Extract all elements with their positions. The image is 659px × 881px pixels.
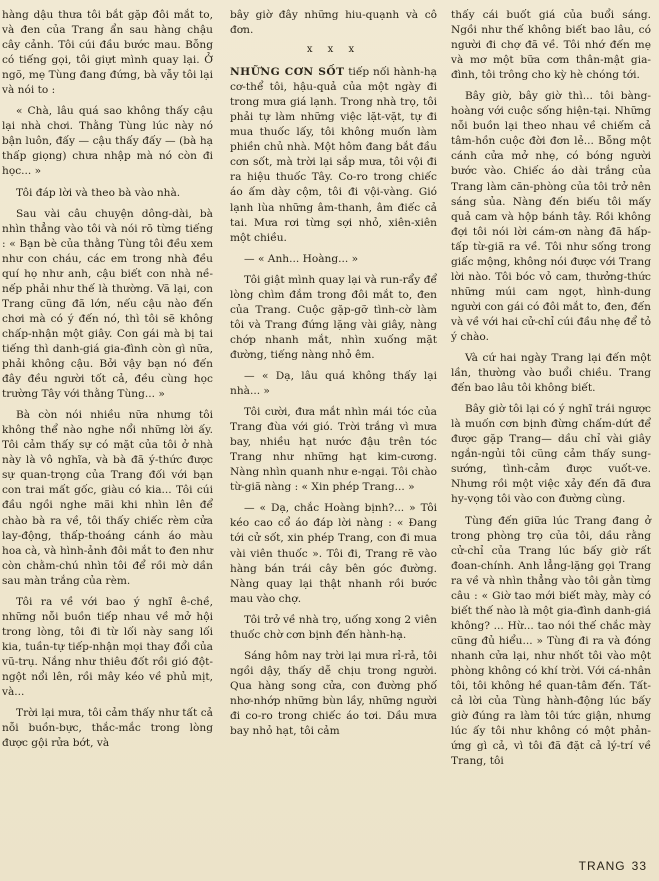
paragraph: Sau vài câu chuyện dông-dài, bà nhìn thẳng vào tôi và nói rõ từng tiếng : « Bạn bè của thằng Tùng tôi đều xem như con cháu, các em trong nhà đều quí họ như anh, cậu biết con nhà nề-nếp phải như thế là thường. Vã lại, con Trang cũng đã lớn, nếu cậu nào đến chơi mà có ý đến nó, thì tôi sẽ không chấp-nhận một giây. Con gái mà bị tai tiếng thì danh-giá gia-đình còn gì nữa, phải không cậu. Bởi vậy bạn nó đến đây đều người tốt cả, đều cùng học trường Tây với thằng Tùng... » <box>2 207 213 401</box>
paragraph: thấy cái buốt giá của buổi sáng. Ngồi như thế không biết bao lâu, có người đi chợ đã về. Tôi nhớ đến mẹ và mơ một bữa cơm thân-mật gia-đình, tôi trông cho kỳ hè chóng tới. <box>451 9 651 82</box>
section-separator: x x x <box>306 44 361 56</box>
page-number: 33 <box>631 859 647 873</box>
paragraph: Và cứ hai ngày Trang lại đến một lần, thường vào buổi chiều. Trang đến bao lâu tôi không biết. <box>451 352 651 395</box>
page-footer <box>573 859 647 873</box>
paragraph: hàng dậu thưa tôi bắt gặp đôi mắt to, và đen của Trang ẩn sau hàng chậu cây cảnh. Tôi cúi đầu bước mau. Bỗng có tiếng gọi, tôi giựt mình quay lại. Ở ngõ, mẹ Tùng đang đứng, bà vẫy tôi lại và nói to : <box>2 9 213 97</box>
section-lead-paragraph <box>230 65 437 246</box>
paragraph: — « Dạ, lâu quá không thấy lại nhà... » <box>230 369 437 398</box>
column-2 <box>230 8 437 745</box>
paragraph: Bây giờ, bây giờ thì... tôi bàng-hoàng với cuộc sống hiện-tại. Những nỗi buồn lại theo nhau về chiếm cả tâm-hồn cuộc đời đơn lẻ... Bỗng một cánh cửa mở nhẹ, có bóng người bước vào. Chiếc áo dài trắng của Trang làm căn-phòng của tôi trở nên sáng sủa. Nàng đến biếu tôi mấy quả cam và hộp bánh tây. Rồi không đợi tôi nói lời cám-ơn nàng đã hấp-tấp từ-giã ra về. Tôi như sống trong giấc mộng, không nói được với Trang lời nào. Tôi bóc vỏ cam, thưởng-thức những múi cam ngọt, hình-dung người con gái có đôi mắt to, đen, đến và về với hai cử-chỉ cúi đầu nhẹ để tỏ ý chào. <box>451 90 651 343</box>
paragraph: Trời lại mưa, tôi cảm thấy như tất cả nỗi buồn-bực, thắc-mắc trong lòng được gội rửa bớt, và <box>2 707 213 750</box>
paragraph: bây giờ đây những hiu-quạnh và cô đơn. <box>230 9 437 37</box>
paragraph: Bây giờ tôi lại có ý nghĩ trái ngược là muốn cơn bịnh đừng chấm-dứt để được gặp Trang— dầu chỉ vài giây ngắn-ngủi tôi cũng cảm thấy sung-sướng, tình-cảm được vuốt-ve. Nhưng rồi một việc xảy đến đã đưa hy-vọng tôi vào con đường cùng. <box>451 403 651 506</box>
section-lead-rest: tiếp nối hành-hạ cơ-thể tôi, hậu-quả của một ngày đi trong mưa giá lạnh. Trong nhà trọ, tôi phải tự làm những việc lặt-vặt, tự đi mua thuốc lấy, tôi không muốn làm phiền chủ nhà. Một hôm đang bắt đầu cơn sốt, mà trời lại sắp mưa, tôi vội đi ra hiệu thuốc Tây. Co-ro trong chiếc áo ấm dày cộm, tôi đi vội-vàng. Gió lạnh lùa những âm-thanh, âm điếc cả tai. Mưa rơi từng sợi nhỏ, xiên-xiên một chiều. <box>230 66 437 244</box>
section-lead-text: NHỮNG CƠN SỐT <box>230 66 345 79</box>
paragraph: — « Anh... Hoàng... » <box>244 252 359 265</box>
paragraph: Tôi cười, đưa mắt nhìn mái tóc của Trang đùa với gió. Trời trắng vì mưa bay, nhiều hạt nước đậu trên tóc Trang như những hạt kim-cương. Nàng nhìn quanh như e-ngại. Tôi chào từ-giã nàng : « Xin phép Trang... » <box>230 406 437 494</box>
paragraph: Tôi trở về nhà trọ, uống xong 2 viên thuốc chờ cơn bịnh đến hành-hạ. <box>230 613 437 641</box>
paragraph: Tôi đáp lời và theo bà vào nhà. <box>16 186 181 199</box>
paragraph: Sáng hôm nay trời lại mưa rỉ-rả, tôi ngồi dậy, thấy dễ chịu trong người. Qua hàng song cửa, con đường phố nhơ-nhớp những bùn lầy, những người đi co-ro trong chiếc áo tơi. Dầu mưa bay nhỏ hạt, tôi cảm <box>230 649 437 738</box>
paragraph: Bà còn nói nhiều nữa nhưng tôi không thể nào nghe nổi những lời ấy. Tôi cảm thấy sự có mặt của tôi ở nhà này là vô nghĩa, và bà đã ý-thức được sự quan-trọng của Trang đối với bạn con trai mất gốc, giàu có kia... Tôi cúi đầu ngồi nghe mãi khi nhìn lên để chào bà ra về, tôi thấy chiếc rèm cửa lay-động, thấp-thoáng cánh áo màu hoa cà, và hình-ảnh đôi mắt to đen như còn chằm-chú nhìn tôi để rồi mờ dần sau màn trắng của rèm. <box>2 409 213 587</box>
paragraph: Tôi ra về với bao ý nghĩ ê-chề, những nỗi buồn tiếp nhau về mở hội trong lòng, tôi đi từ lối này sang lối kia, tuần-tự tiếp-nhận mọi thay đổi của vũ-trụ. Nắng như thiêu đốt rồi gió đột-ngột nổi lên, rồi mây kéo về phủ mịt, và... <box>2 595 213 699</box>
footer-label: TRANG <box>578 859 626 873</box>
paragraph: — « Dạ, chắc Hoàng bịnh?... » Tôi kéo cao cổ áo đáp lời nàng : « Đang tới cử sốt, xin phép Trang, con đi mua vài viên thuốc ». Tôi đi, Trang rẽ vào hàng bán trái cây bên góc đường. Nàng quay lại thật nhanh rồi bước mau vào chợ. <box>230 502 437 605</box>
column-1 <box>2 8 213 757</box>
paragraph: Tùng đến giữa lúc Trang đang ở trong phòng trọ của tôi, dầu rằng cử-chỉ của Trang lúc bấy giờ rất đoan-chính. Anh lẳng-lặng gọi Trang ra về và nhìn thẳng vào tôi gằn từng câu : « Giờ tao mới biết mày, mày có biết thế nào là một gia-đình danh-giá không? ... Hừ... tao nói thế chắc mày cũng đủ hiểu... » Tùng đi ra và đóng nhanh cửa lại, như nhốt tôi vào một phòng không có khí trời. Với cá-nhân tôi, tôi không hề quan-tâm đến. Tất-cả lời của Tùng hành-động lúc bấy giờ đúng ra làm tôi tức giận, nhưng lúc ấy tôi như không có một phản-ứng gì cả, vì tôi đã đặt cả lý-trí về Trang, tôi <box>451 514 651 768</box>
column-3 <box>451 8 651 775</box>
paragraph: Tôi giật mình quay lại và run-rẩy để lòng chìm đắm trong đôi mắt to, đen của Trang. Cuộc gặp-gỡ tình-cờ làm tôi và Trang đứng lặng vài giây, nàng chớp nhanh mắt, nhìn xuống mặt đường, tiếng nàng nhỏ êm. <box>230 273 437 361</box>
paragraph: « Chà, lâu quá sao không thấy cậu lại nhà chơi. Thằng Tùng lúc này nó bận luôn, đấy — cậu thấy đấy — (bà hạ thấp giọng) chưa nhập mà nó còn đi học... » <box>2 105 213 178</box>
